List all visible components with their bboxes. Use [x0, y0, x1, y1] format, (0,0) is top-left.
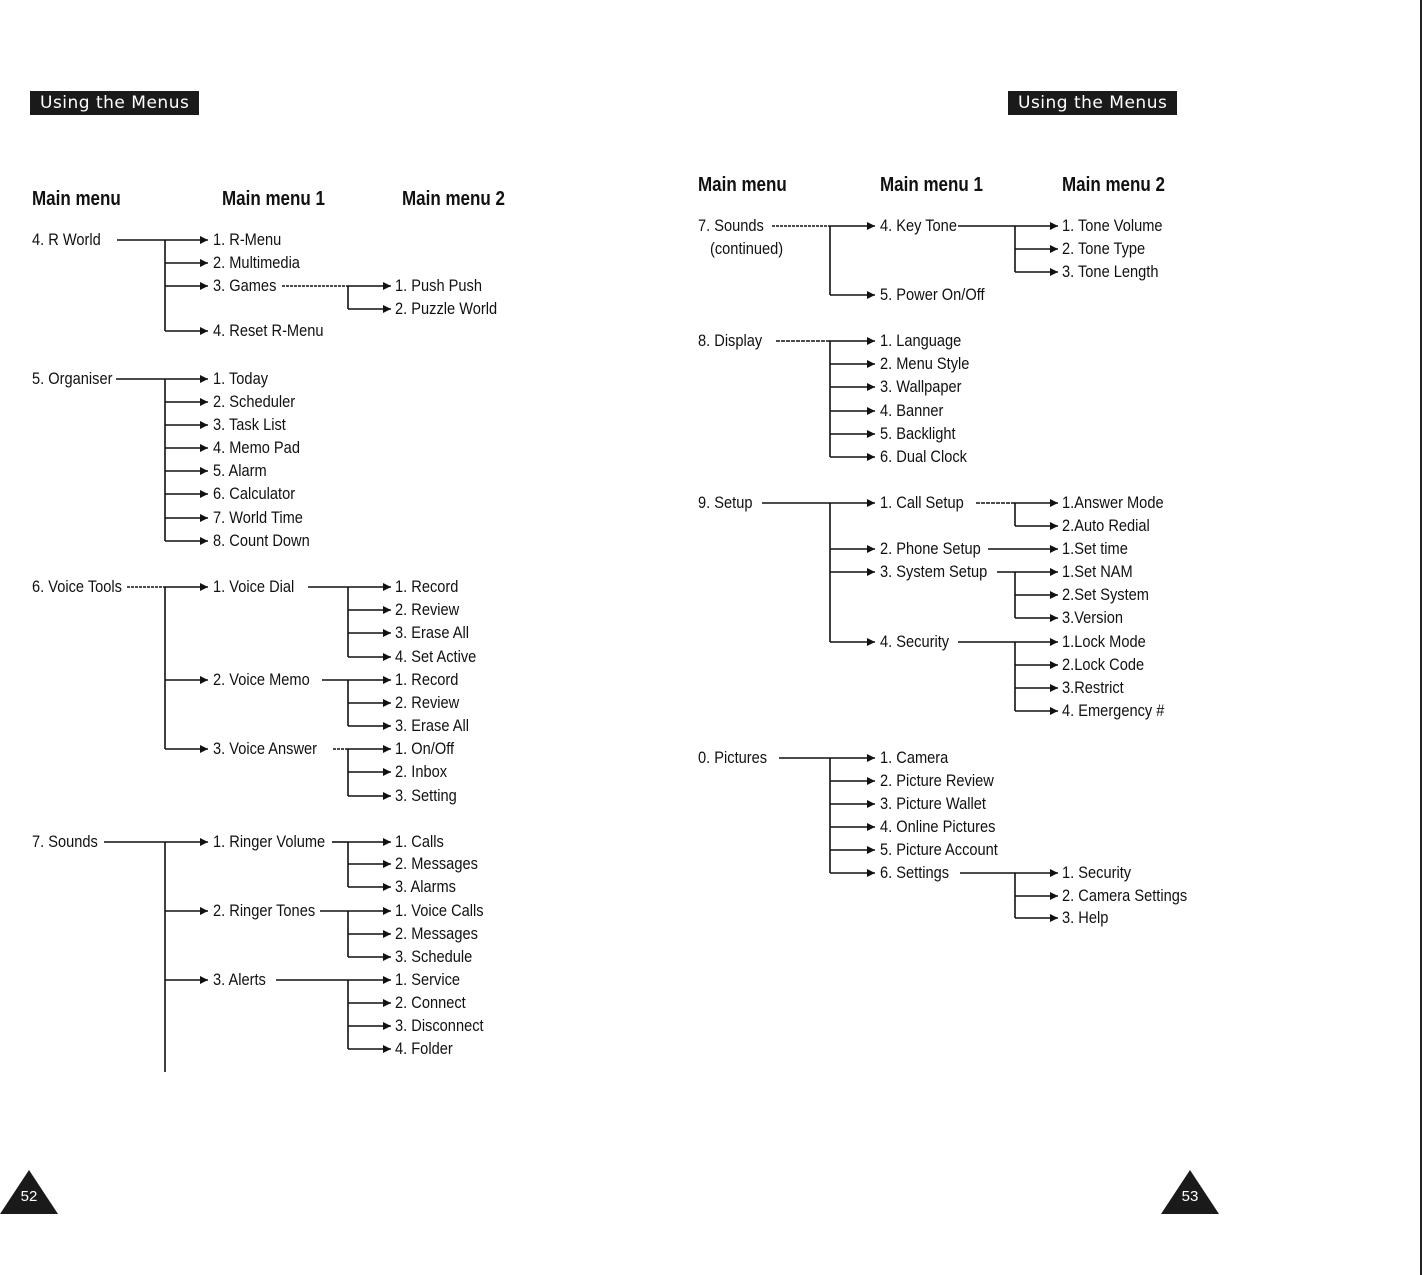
sub-submenu-item: 2. Connect [395, 993, 466, 1012]
menu-pictures: 0. Pictures [698, 748, 768, 767]
submenu-item: 2. Phone Setup [880, 539, 981, 558]
submenu-item: 1. Today [213, 369, 269, 388]
page-number-text: 53 [1181, 1188, 1199, 1205]
menu-sounds-continued: 7. Sounds [698, 216, 764, 235]
sub-submenu-item: 2. Tone Type [1062, 239, 1146, 258]
submenu-item: 2. Scheduler [213, 392, 296, 411]
section-header-tag-left: Using the Menus [30, 91, 199, 115]
page-number-text: 52 [20, 1188, 38, 1205]
submenu-item: 3. Picture Wallet [880, 794, 986, 813]
sub-submenu-item: 3. Erase All [395, 623, 469, 642]
submenu-item: 2. Menu Style [880, 354, 970, 373]
menu-display: 8. Display [698, 331, 763, 350]
sub-submenu-item: 3. Disconnect [395, 1016, 484, 1035]
sub-submenu-item: 1. On/Off [395, 739, 455, 758]
submenu-item: 3. Alerts [213, 970, 266, 989]
page-edge-divider [1420, 0, 1422, 1275]
heading-main-menu-1: Main menu 1 [880, 174, 983, 196]
submenu-item: 4. Key Tone [880, 216, 957, 235]
submenu-item: 3. Games [213, 276, 277, 295]
submenu-item: 5. Alarm [213, 461, 267, 480]
sub-submenu-item: 1.Lock Mode [1062, 632, 1146, 651]
sub-submenu-item: 3.Restrict [1062, 678, 1124, 697]
section-header-tag-right: Using the Menus [1008, 91, 1177, 115]
submenu-item: 6. Calculator [213, 484, 296, 503]
submenu-item: 8. Count Down [213, 531, 310, 550]
heading-main-menu-1: Main menu 1 [222, 188, 325, 210]
submenu-item: 2. Multimedia [213, 253, 300, 272]
sub-submenu-item: 1.Set NAM [1062, 562, 1133, 581]
sub-submenu-item: 2.Lock Code [1062, 655, 1145, 674]
sub-submenu-item: 1. Voice Calls [395, 901, 484, 920]
menu-setup: 9. Setup [698, 493, 753, 512]
submenu-item: 7. World Time [213, 508, 303, 527]
sub-submenu-item: 2. Review [395, 693, 460, 712]
sub-submenu-item: 2. Review [395, 600, 460, 619]
sub-submenu-item: 1. Record [395, 670, 459, 689]
submenu-item: 4. Reset R-Menu [213, 321, 324, 340]
menu-organiser: 5. Organiser [32, 369, 113, 388]
submenu-item: 2. Picture Review [880, 771, 994, 790]
submenu-item: 1. Ringer Volume [213, 832, 326, 851]
sub-submenu-item: 2. Messages [395, 854, 478, 873]
submenu-item: 3. Task List [213, 415, 286, 434]
sub-submenu-item: 4. Emergency # [1062, 701, 1165, 720]
page-number-left [0, 1170, 58, 1214]
submenu-item: 6. Dual Clock [880, 447, 967, 466]
sub-submenu-item: 1.Answer Mode [1062, 493, 1164, 512]
submenu-item: 4. Security [880, 632, 950, 651]
submenu-item: 1. Language [880, 331, 962, 350]
sub-submenu-item: 1. Tone Volume [1062, 216, 1163, 235]
sub-submenu-item: 1. Push Push [395, 276, 482, 295]
submenu-item: 1. Call Setup [880, 493, 964, 512]
sub-submenu-item: 2. Messages [395, 924, 478, 943]
submenu-item: 2. Ringer Tones [213, 901, 316, 920]
submenu-item: 4. Memo Pad [213, 438, 300, 457]
sub-submenu-item: 3. Alarms [395, 877, 456, 896]
heading-main-menu: Main menu [32, 188, 121, 210]
sub-submenu-item: 1.Set time [1062, 539, 1128, 558]
submenu-item: 2. Voice Memo [213, 670, 310, 689]
continued-note: (continued) [710, 239, 784, 258]
menu-sounds: 7. Sounds [32, 832, 98, 851]
sub-submenu-item: 4. Set Active [395, 647, 477, 666]
sub-submenu-item: 1. Record [395, 577, 459, 596]
sub-submenu-item: 3. Help [1062, 908, 1109, 927]
sub-submenu-item: 1. Calls [395, 832, 444, 851]
sub-submenu-item: 1. Service [395, 970, 461, 989]
sub-submenu-item: 1. Security [1062, 863, 1132, 882]
sub-submenu-item: 3. Setting [395, 786, 457, 805]
menu-rworld: 4. R World [32, 230, 101, 249]
sub-submenu-item: 3.Version [1062, 608, 1123, 627]
submenu-item: 5. Backlight [880, 424, 956, 443]
menu-voice-tools: 6. Voice Tools [32, 577, 122, 596]
submenu-item: 3. System Setup [880, 562, 988, 581]
sub-submenu-item: 2.Auto Redial [1062, 516, 1150, 535]
sub-submenu-item: 3. Tone Length [1062, 262, 1159, 281]
heading-main-menu: Main menu [698, 174, 787, 196]
submenu-item: 3. Wallpaper [880, 377, 962, 396]
heading-main-menu-2: Main menu 2 [1062, 174, 1165, 196]
submenu-item: 1. R-Menu [213, 230, 282, 249]
submenu-item: 3. Voice Answer [213, 739, 318, 758]
sub-submenu-item: 4. Folder [395, 1039, 453, 1058]
sub-submenu-item: 2. Camera Settings [1062, 886, 1188, 905]
sub-submenu-item: 3. Schedule [395, 947, 473, 966]
submenu-item: 1. Camera [880, 748, 949, 767]
sub-submenu-item: 3. Erase All [395, 716, 469, 735]
submenu-item: 1. Voice Dial [213, 577, 295, 596]
submenu-item: 4. Online Pictures [880, 817, 996, 836]
heading-main-menu-2: Main menu 2 [402, 188, 505, 210]
submenu-item: 4. Banner [880, 401, 944, 420]
submenu-item: 6. Settings [880, 863, 950, 882]
sub-submenu-item: 2. Puzzle World [395, 299, 498, 318]
page-number-right [1161, 1170, 1219, 1214]
submenu-item: 5. Power On/Off [880, 285, 985, 304]
sub-submenu-item: 2. Inbox [395, 762, 448, 781]
submenu-item: 5. Picture Account [880, 840, 998, 859]
sub-submenu-item: 2.Set System [1062, 585, 1149, 604]
